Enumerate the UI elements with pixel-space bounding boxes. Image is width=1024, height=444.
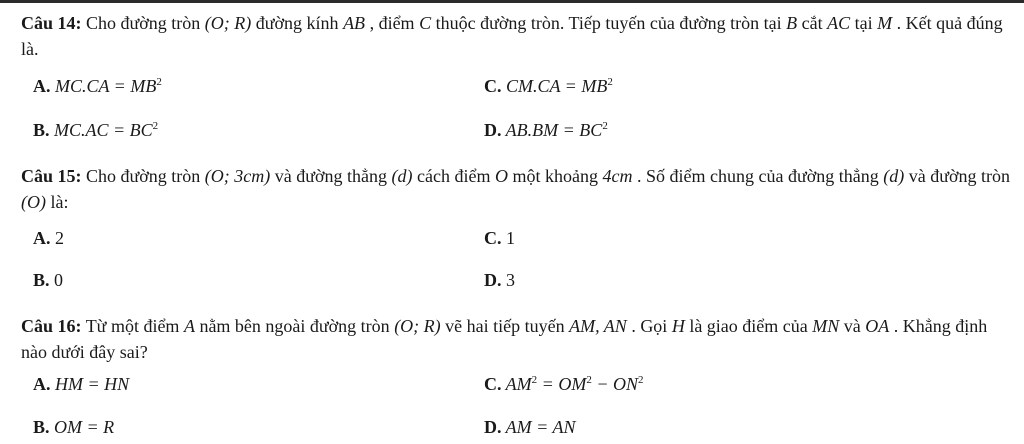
q14-option-a[interactable]: [33, 74, 162, 98]
q14-math-1: (O; R): [204, 13, 252, 33]
option-label: D.: [484, 120, 502, 140]
q14-text-4: thuộc đường tròn. Tiếp tuyến của đường tròn tại: [431, 13, 787, 33]
q15-option-c[interactable]: [484, 226, 515, 250]
q14-text-2: đường kính: [251, 13, 344, 33]
option-label: B.: [33, 270, 50, 290]
option-text-part: − ON: [591, 374, 638, 394]
option-text: 0: [49, 270, 64, 290]
option-text: 2: [50, 228, 64, 248]
option-text: MC.CA = MB: [50, 76, 157, 96]
q14-option-c[interactable]: [484, 74, 613, 98]
option-label: C.: [484, 76, 502, 96]
top-border-line: [0, 0, 1024, 3]
option-label: B.: [33, 120, 50, 140]
q14-math-6: M: [877, 13, 893, 33]
q15-option-a[interactable]: [33, 226, 64, 250]
q16-math-6: OA: [865, 316, 890, 336]
q16-option-a[interactable]: [33, 372, 129, 396]
q15-text-4: một khoảng: [508, 166, 603, 186]
question-14-stem: [21, 10, 1011, 62]
option-label: D.: [484, 417, 502, 437]
q15-text-6: và đường tròn: [904, 166, 1011, 186]
q15-math-5: (d): [883, 166, 905, 186]
option-text: 1: [501, 228, 515, 248]
q15-text-7: là:: [46, 192, 69, 212]
option-text: 3: [501, 270, 515, 290]
option-label: C.: [484, 374, 502, 394]
q16-text-4: . Gọi: [626, 316, 672, 336]
option-exponent: 2: [607, 76, 613, 88]
q15-option-d[interactable]: [484, 268, 515, 292]
q16-text-2: nằm bên ngoài đường tròn: [194, 316, 395, 336]
q14-text-3: , điểm: [365, 13, 420, 33]
option-text: OM = R: [49, 417, 115, 437]
option-exponent: 2: [531, 374, 538, 386]
option-text: MC.AC = BC: [49, 120, 153, 140]
q14-text-6: tại: [850, 13, 878, 33]
q16-option-c[interactable]: [484, 372, 643, 396]
q14-math-2: AB: [343, 13, 366, 33]
q15-option-b[interactable]: [33, 268, 63, 292]
option-exponent: 2: [586, 374, 592, 386]
option-text-part: AM: [501, 374, 532, 394]
q15-math-2: (d): [391, 166, 413, 186]
option-text: AM = AN: [501, 417, 576, 437]
q16-text-1: Từ một điểm: [81, 316, 184, 336]
option-label: A.: [33, 76, 51, 96]
question-14-label: Câu 14:: [21, 13, 82, 33]
q14-math-5: AC: [827, 13, 851, 33]
option-label: A.: [33, 374, 51, 394]
option-exponent: 2: [152, 120, 159, 132]
q15-text-3: cách điểm: [412, 166, 496, 186]
option-text: HM = HN: [50, 374, 130, 394]
q16-math-1: A: [183, 316, 195, 336]
q15-math-4: 4cm: [602, 166, 633, 186]
option-exponent: 2: [602, 120, 608, 132]
q16-option-b[interactable]: [33, 415, 114, 439]
option-text-part: = OM: [537, 374, 587, 394]
q16-math-5: MN: [812, 316, 840, 336]
option-label: C.: [484, 228, 502, 248]
q15-math-1: (O; 3cm): [204, 166, 271, 186]
question-16-label: Câu 16:: [21, 316, 82, 336]
q16-text-5: là giao điểm của: [684, 316, 813, 336]
option-label: D.: [484, 270, 502, 290]
q14-text-5: cắt: [797, 13, 828, 33]
option-exponent: 2: [156, 76, 162, 88]
question-16-stem: [21, 313, 1011, 365]
question-15-stem: [21, 163, 1011, 215]
q16-math-3: AM, AN: [569, 316, 627, 336]
option-exponent: 2: [637, 374, 644, 386]
q14-option-d[interactable]: [484, 118, 608, 142]
q16-text-7: . Khẳng định nào dưới đây sai?: [21, 316, 988, 362]
q14-math-3: C: [419, 13, 432, 33]
q16-text-6: và: [839, 316, 866, 336]
q15-text-5: . Số điểm chung của đường thẳng: [632, 166, 884, 186]
q14-option-b[interactable]: [33, 118, 158, 142]
option-text: AB.BM = BC: [501, 120, 603, 140]
q16-math-4: H: [671, 316, 685, 336]
q15-math-6: (O): [21, 192, 46, 212]
question-15-label: Câu 15:: [21, 166, 82, 186]
option-label: A.: [33, 228, 51, 248]
q14-text-7: . Kết quả đúng là.: [21, 13, 1003, 59]
option-text: CM.CA = MB: [501, 76, 608, 96]
q15-text-2: và đường thẳng: [270, 166, 392, 186]
q14-text-1: Cho đường tròn: [81, 13, 205, 33]
q16-math-2: (O; R): [394, 316, 441, 336]
q15-math-3: O: [495, 166, 509, 186]
q16-option-d[interactable]: [484, 415, 576, 439]
q15-text-1: Cho đường tròn: [81, 166, 205, 186]
option-label: B.: [33, 417, 50, 437]
q16-text-3: vẽ hai tiếp tuyến: [440, 316, 570, 336]
q14-math-4: B: [786, 13, 798, 33]
